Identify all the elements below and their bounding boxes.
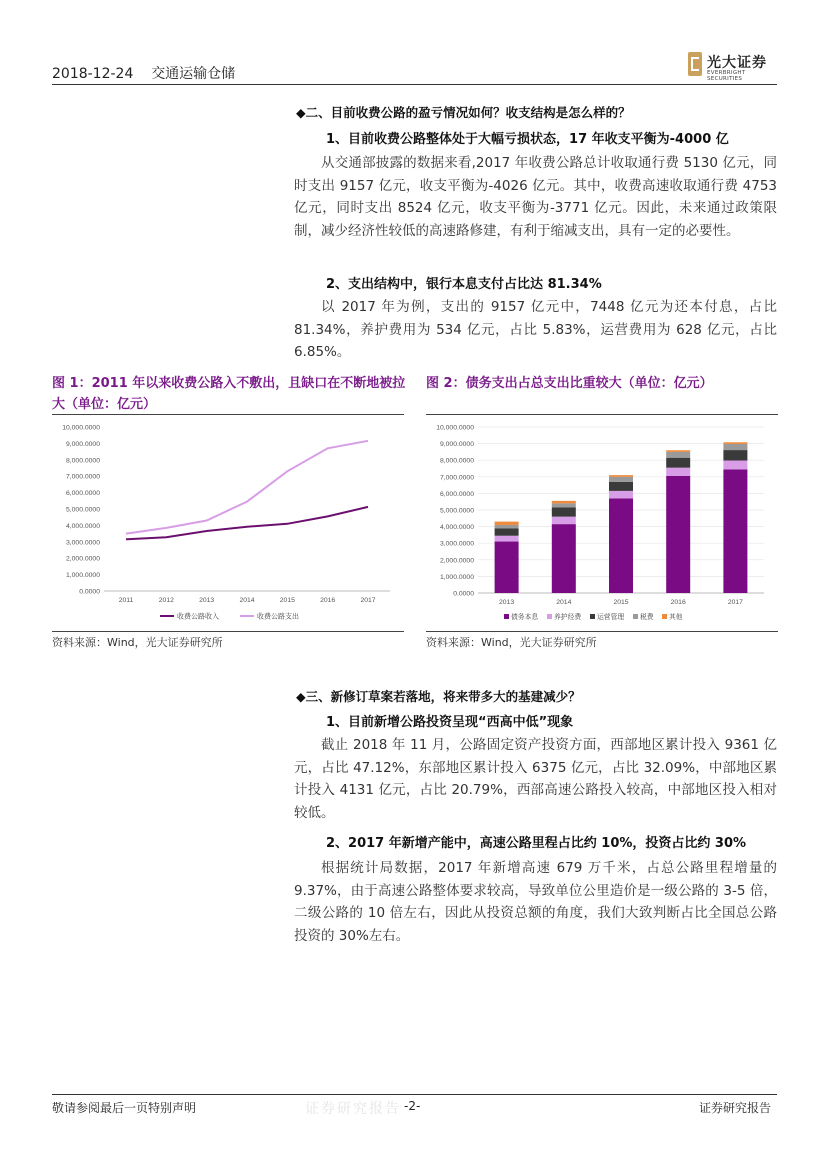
footer-disclaimer: 敬请参阅最后一页特别声明 [52,1101,197,1115]
bar-segment-1 [723,469,747,593]
bar-segment-5 [666,450,690,452]
x-tick-label: 2013 [199,597,215,604]
legend-label: 收费公路收入 [177,613,219,621]
legend-label: 税费 [640,614,654,621]
fig1-chart-box [52,414,404,632]
x-tick-label: 2016 [670,599,686,606]
y-tick-label: 8,000.0000 [65,457,100,465]
legend-swatch [547,614,552,619]
fig1-line-chart [52,415,404,631]
legend-label: 收费公路支出 [257,613,299,621]
bar-segment-4 [723,444,747,450]
header-divider [52,84,777,85]
legend-swatch [662,614,667,619]
section2-sub2: 2、支出结构中，银行本息支付占比达 81.34% [326,277,602,292]
bar-segment-4 [552,503,576,507]
x-tick-label: 2013 [499,599,515,606]
legend-label: 养护经费 [554,614,582,621]
bar-segment-5 [723,442,747,444]
logo-text-cn: 光大证券 [707,55,767,71]
section2-para1: 从交通部披露的数据来看,2017 年收费公路总计收取通行费 5130 亿元，同时支出 9157 亿元，收支平衡为-4026 亿元。其中，收费高速收取通行费 4753 亿元，同时支出 8524 亿元，收支平衡为-3771 亿元。因此，未来通过政策限制，减少经济性较低的高速路修建，有利于缩减支出，具有一定的必要性。 [294,155,777,239]
fig2-source: 资料来源：Wind，光大证券研究所 [426,636,597,649]
fig1-title: 图 1：2011 年以来收费公路入不敷出，且缺口在不断地被拉大（单位：亿元） [52,376,406,412]
series-line-2 [126,441,368,534]
y-tick-label: 9,000.0000 [65,440,100,448]
legend-swatch [590,614,595,619]
y-tick-label: 5,000.0000 [439,507,474,515]
series-line-1 [126,507,368,539]
y-tick-label: 10,000.0000 [62,424,100,432]
fig2-stacked-bar-chart [426,415,778,631]
section2-para2: 以 2017 年为例，支出的 9157 亿元中，7448 亿元为还本付息，占比 81.34%，养护费用为 534 亿元，占比 5.83%，运营费用为 628 亿元，占比 6.85%。 [294,299,777,360]
y-tick-label: 1,000.0000 [65,572,100,580]
bar-segment-2 [723,460,747,469]
y-tick-label: 3,000.0000 [439,540,474,548]
logo-mark-icon [688,52,702,76]
x-tick-label: 2015 [613,599,629,606]
bar-segment-3 [723,450,747,460]
footer-divider [52,1094,777,1095]
bar-segment-4 [609,477,633,482]
y-tick-label: 1,000.0000 [439,573,474,581]
bar-segment-5 [609,475,633,477]
everbright-logo [688,52,778,80]
bar-segment-1 [552,524,576,593]
bar-segment-2 [609,491,633,498]
legend-label: 债务本息 [511,614,539,621]
y-tick-label: 4,000.0000 [439,524,474,532]
bar-segment-3 [552,508,576,517]
y-tick-label: 6,000.0000 [439,490,474,498]
y-tick-label: 2,000.0000 [439,557,474,565]
y-tick-label: 8,000.0000 [439,457,474,465]
legend-label: 其他 [669,614,683,621]
x-tick-label: 2015 [279,597,295,604]
bar-segment-5 [495,522,519,525]
section2-heading: ◆二、目前收费公路的盈亏情况如何？收支结构是怎么样的？ [296,105,631,120]
y-tick-label: 5,000.0000 [65,506,100,514]
y-tick-label: 0.0000 [453,590,474,598]
fig2-chart-box [426,414,778,632]
y-tick-label: 0.0000 [79,588,100,596]
y-tick-label: 7,000.0000 [65,473,100,481]
logo-text-en: EVERBRIGHT SECURITIES [707,70,746,82]
legend-label: 运营管理 [597,614,625,621]
report-category: 交通运输仓储 [151,66,236,82]
fig2-title: 图 2：债务支出占总支出比重较大（单位：亿元） [426,376,713,391]
y-tick-label: 2,000.0000 [65,555,100,563]
report-date-category [52,63,235,83]
section2-sub1: 1、目前收费公路整体处于大幅亏损状态，17 年收支平衡为-4000 亿 [326,132,729,147]
bar-segment-3 [666,458,690,468]
section3-para2: 根据统计局数据，2017 年新增高速 679 万千米，占总公路里程增量的 9.37%，由于高速公路整体要求较高，导致单位公里造价是一级公路的 3-5 倍，二级公路的 10 倍左右，因此从投资总额的角度，我们大致判断占比全国总公路投资的 30%左右。 [294,860,777,944]
x-tick-label: 2012 [158,597,174,604]
y-tick-label: 7,000.0000 [439,474,474,482]
bar-segment-1 [666,476,690,593]
y-tick-label: 3,000.0000 [65,539,100,547]
bar-segment-3 [495,528,519,535]
bar-segment-2 [495,536,519,542]
section3-sub1: 1、目前新增公路投资呈现“西高中低”现象 [326,715,574,730]
bar-segment-2 [666,468,690,476]
fig1-source: 资料来源：Wind，光大证券研究所 [52,636,223,649]
y-tick-label: 4,000.0000 [65,522,100,530]
x-tick-label: 2014 [239,597,255,604]
x-tick-label: 2017 [360,597,376,604]
bar-segment-4 [666,452,690,458]
legend-swatch [504,614,509,619]
legend-swatch [633,614,638,619]
page-number: -2- [404,1099,421,1113]
bar-segment-1 [495,542,519,593]
x-tick-label: 2017 [727,599,743,606]
footer-watermark: 证券研究报告 [305,1101,401,1117]
x-tick-label: 2014 [556,599,572,606]
y-tick-label: 10,000.0000 [436,424,474,432]
section3-sub2: 2、2017 年新增产能中，高速公路里程占比约 10%，投资占比约 30% [326,836,747,851]
bar-segment-1 [609,498,633,593]
report-date: 2018-12-24 [52,66,134,82]
bar-segment-2 [552,517,576,524]
y-tick-label: 9,000.0000 [439,441,474,449]
footer-report-type: 证券研究报告 [699,1101,772,1115]
section3-heading: ◆三、新修订草案若落地，将来带多大的基建减少？ [296,689,581,704]
x-tick-label: 2016 [320,597,336,604]
bar-segment-3 [609,482,633,491]
section3-para1: 截止 2018 年 11 月，公路固定资产投资方面，西部地区累计投入 9361 亿元，占比 47.12%，东部地区累计投入 6375 亿元，占比 32.09%，中部地区累计投入 4131 亿元，占比 20.79%，西部高速公路投入较高，中部地区投入相对较低。 [294,737,777,821]
bar-segment-4 [495,525,519,528]
x-tick-label: 2011 [118,597,134,604]
bar-segment-5 [552,501,576,503]
y-tick-label: 6,000.0000 [65,490,100,498]
